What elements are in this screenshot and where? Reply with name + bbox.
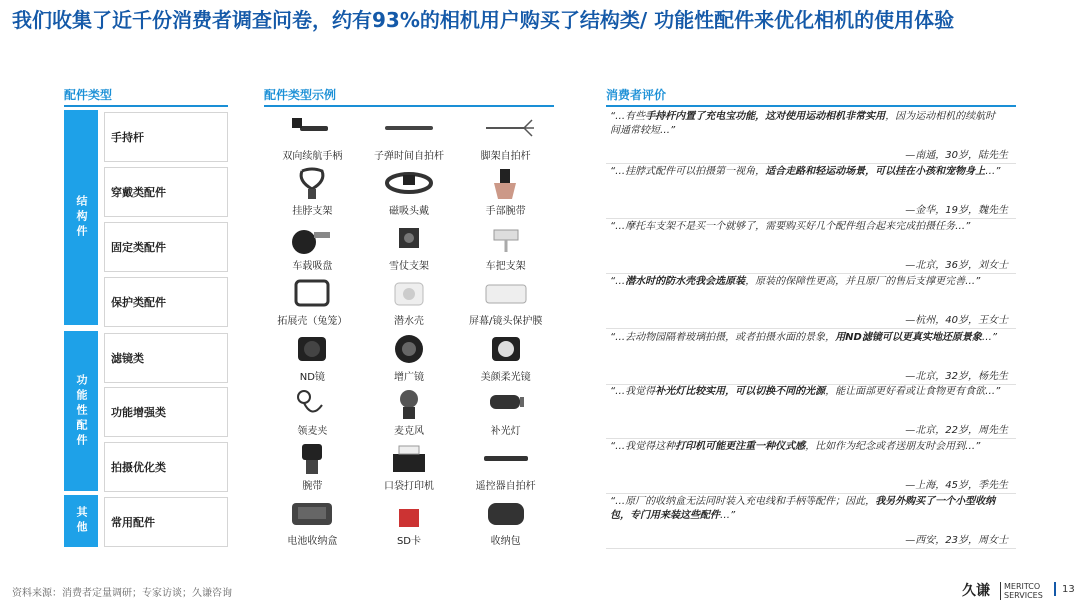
accessory-product-icon (282, 275, 342, 311)
accessory-example-label: 收纳包 (490, 536, 521, 547)
accessory-product-icon (476, 331, 536, 367)
accessory-product-icon (379, 165, 439, 201)
accessory-product-icon (379, 275, 439, 311)
accessory-product-icon (476, 165, 536, 201)
accessory-example (266, 495, 358, 549)
accessory-examples (264, 220, 554, 274)
accessory-example (460, 385, 552, 439)
accessory-example (460, 331, 552, 385)
accessory-product-icon (379, 495, 439, 531)
accessory-examples (264, 110, 554, 164)
quote-attribution: —北京，36岁，刘女士 (905, 260, 1008, 271)
accessory-example-label: SD卡 (396, 536, 422, 547)
accessory-product-icon (379, 385, 439, 421)
accessory-example-label: ND镜 (299, 372, 325, 383)
accessory-example (266, 385, 358, 439)
accessory-example (460, 165, 552, 219)
accessory-example-label: 领麦夹 (297, 426, 328, 437)
accessory-example (266, 331, 358, 385)
accessory-example (460, 110, 552, 164)
accessory-type-name: 穿戴类配件 (104, 167, 228, 217)
company-logo-en: MERITCO SERVICES (1000, 582, 1043, 600)
accessory-example (460, 495, 552, 549)
accessory-example-label: 磁吸头戴 (388, 206, 429, 217)
consumer-quote (606, 110, 1016, 164)
quote-text: “…我觉得补光灯比较实用，可以切换不同的光源，能让面部更好看或让食物更有食欲…” (610, 386, 1001, 397)
quote-text: “…有些手持杆内置了充电宝功能，这对使用运动相机非常实用，因为运动相机的续航时间通常较短…” (610, 111, 996, 136)
accessory-example (266, 110, 358, 164)
accessory-example-label: 美颜柔光镜 (480, 372, 531, 383)
accessory-product-icon (282, 440, 342, 476)
accessory-example-label: 子弹时间自拍杆 (373, 151, 444, 162)
page-separator (1054, 582, 1056, 596)
accessory-product-icon (379, 331, 439, 367)
accessory-example (460, 275, 552, 329)
header-review: 消费者评价 (606, 86, 1016, 107)
consumer-quote (606, 440, 1016, 494)
accessory-product-icon (476, 220, 536, 256)
accessory-product-icon (379, 220, 439, 256)
accessory-product-icon (476, 110, 536, 146)
consumer-quote (606, 275, 1016, 329)
accessory-examples (264, 275, 554, 329)
quote-text: “…潜水时的防水壳我会选原装，原装的保障性更高，并且原厂的售后支撑更完善…” (610, 276, 981, 287)
header-examples: 配件类型示例 (264, 86, 554, 107)
accessory-example (363, 110, 455, 164)
accessory-example-label: 口袋打印机 (383, 481, 434, 492)
accessory-examples (264, 495, 554, 549)
accessory-example-label: 遥控器自拍杆 (475, 481, 536, 492)
quote-text: “…挂脖式配件可以拍摄第一视角，适合走路和轻运动场景，可以挂在小孩和宠物身上…” (610, 166, 1001, 177)
accessory-example-label: 雪仗支架 (388, 261, 429, 272)
quote-attribution: —北京，22岁，周先生 (905, 425, 1008, 436)
accessory-example-label: 屏幕/镜头保护膜 (468, 316, 543, 327)
quote-attribution: —上海，45岁，季先生 (905, 480, 1008, 491)
accessory-example (266, 165, 358, 219)
group-functional: 功能性配件 (64, 331, 98, 491)
accessory-example-label: 脚架自拍杆 (480, 151, 531, 162)
accessory-example (460, 440, 552, 494)
accessory-example (363, 331, 455, 385)
accessory-example (363, 440, 455, 494)
accessory-example-label: 拓展壳（兔笼） (277, 316, 348, 327)
accessory-example-label: 增广镜 (393, 372, 424, 383)
accessory-product-icon (282, 495, 342, 531)
accessory-example (363, 220, 455, 274)
accessory-example (460, 220, 552, 274)
accessory-examples (264, 385, 554, 439)
quote-attribution: —金华，19岁，魏先生 (905, 205, 1008, 216)
group-structural: 结构件 (64, 110, 98, 325)
quote-attribution: —北京，32岁，杨先生 (905, 371, 1008, 382)
consumer-quote (606, 331, 1016, 385)
accessory-product-icon (282, 331, 342, 367)
consumer-quote (606, 220, 1016, 274)
accessory-example-label: 车把支架 (485, 261, 526, 272)
accessory-examples (264, 165, 554, 219)
accessory-example-label: 麦克风 (393, 426, 424, 437)
consumer-quote (606, 165, 1016, 219)
accessory-example (266, 440, 358, 494)
accessory-examples (264, 440, 554, 494)
quote-attribution: —西安，23岁，周女士 (905, 535, 1008, 546)
quote-text: “…原厂的收纳盒无法同时装入充电线和手柄等配件；因此，我另外购买了一个小型收纳包，专门用来装这些配件…” (610, 496, 996, 521)
accessory-example (363, 165, 455, 219)
page-title: 我们收集了近千份消费者调查问卷，约有93%的相机用户购买了结构类/ 功能性配件来优化相机的使用体验 (12, 8, 955, 32)
accessory-example-label: 腕带 (302, 481, 323, 492)
accessory-product-icon (476, 275, 536, 311)
quote-text: “…我觉得这种打印机可能更注重一种仪式感，比如作为纪念或者送朋友时会用到…” (610, 441, 981, 452)
accessory-product-icon (476, 440, 536, 476)
accessory-example (363, 495, 455, 549)
accessory-type-name: 保护类配件 (104, 277, 228, 327)
header-type: 配件类型 (64, 86, 228, 107)
quote-attribution: —南通，30岁，陆先生 (905, 150, 1008, 161)
source-note: 资料来源：消费者定量调研；专家访谈；久谦咨询 (12, 588, 232, 599)
accessory-product-icon (282, 110, 342, 146)
accessory-type-name: 功能增强类 (104, 387, 228, 437)
accessory-product-icon (282, 165, 342, 201)
accessory-product-icon (379, 110, 439, 146)
accessory-example-label: 电池收纳盒 (287, 536, 338, 547)
consumer-quote (606, 385, 1016, 439)
company-logo: 久谦 (962, 583, 990, 599)
quote-text: “…摩托车支架不是买一个就够了，需要购买好几个配件组合起来完成拍摄任务…” (610, 221, 971, 232)
accessory-type-name: 滤镜类 (104, 333, 228, 383)
accessory-example-label: 潜水壳 (393, 316, 424, 327)
accessory-example-label: 手部腕带 (485, 206, 526, 217)
accessory-example (363, 385, 455, 439)
accessory-product-icon (379, 440, 439, 476)
accessory-example (363, 275, 455, 329)
accessory-product-icon (476, 385, 536, 421)
accessory-example-label: 补光灯 (490, 426, 521, 437)
page-number: 13 (1062, 584, 1075, 595)
accessory-product-icon (282, 220, 342, 256)
accessory-product-icon (476, 495, 536, 531)
accessory-product-icon (282, 385, 342, 421)
group-other: 其他 (64, 495, 98, 547)
accessory-example (266, 275, 358, 329)
accessory-type-name: 手持杆 (104, 112, 228, 162)
accessory-examples (264, 331, 554, 385)
accessory-example-label: 车载吸盘 (292, 261, 333, 272)
quote-attribution: —杭州，40岁，王女士 (905, 315, 1008, 326)
accessory-example-label: 挂脖支架 (292, 206, 333, 217)
accessory-type-name: 拍摄优化类 (104, 442, 228, 492)
accessory-example-label: 双向续航手柄 (282, 151, 343, 162)
accessory-type-name: 常用配件 (104, 497, 228, 547)
quote-text: “…去动物园隔着玻璃拍摄，或者拍摄水面的景象，用ND滤镜可以更真实地还原景象…” (610, 332, 998, 343)
accessory-example (266, 220, 358, 274)
consumer-quote (606, 495, 1016, 549)
accessory-type-name: 固定类配件 (104, 222, 228, 272)
